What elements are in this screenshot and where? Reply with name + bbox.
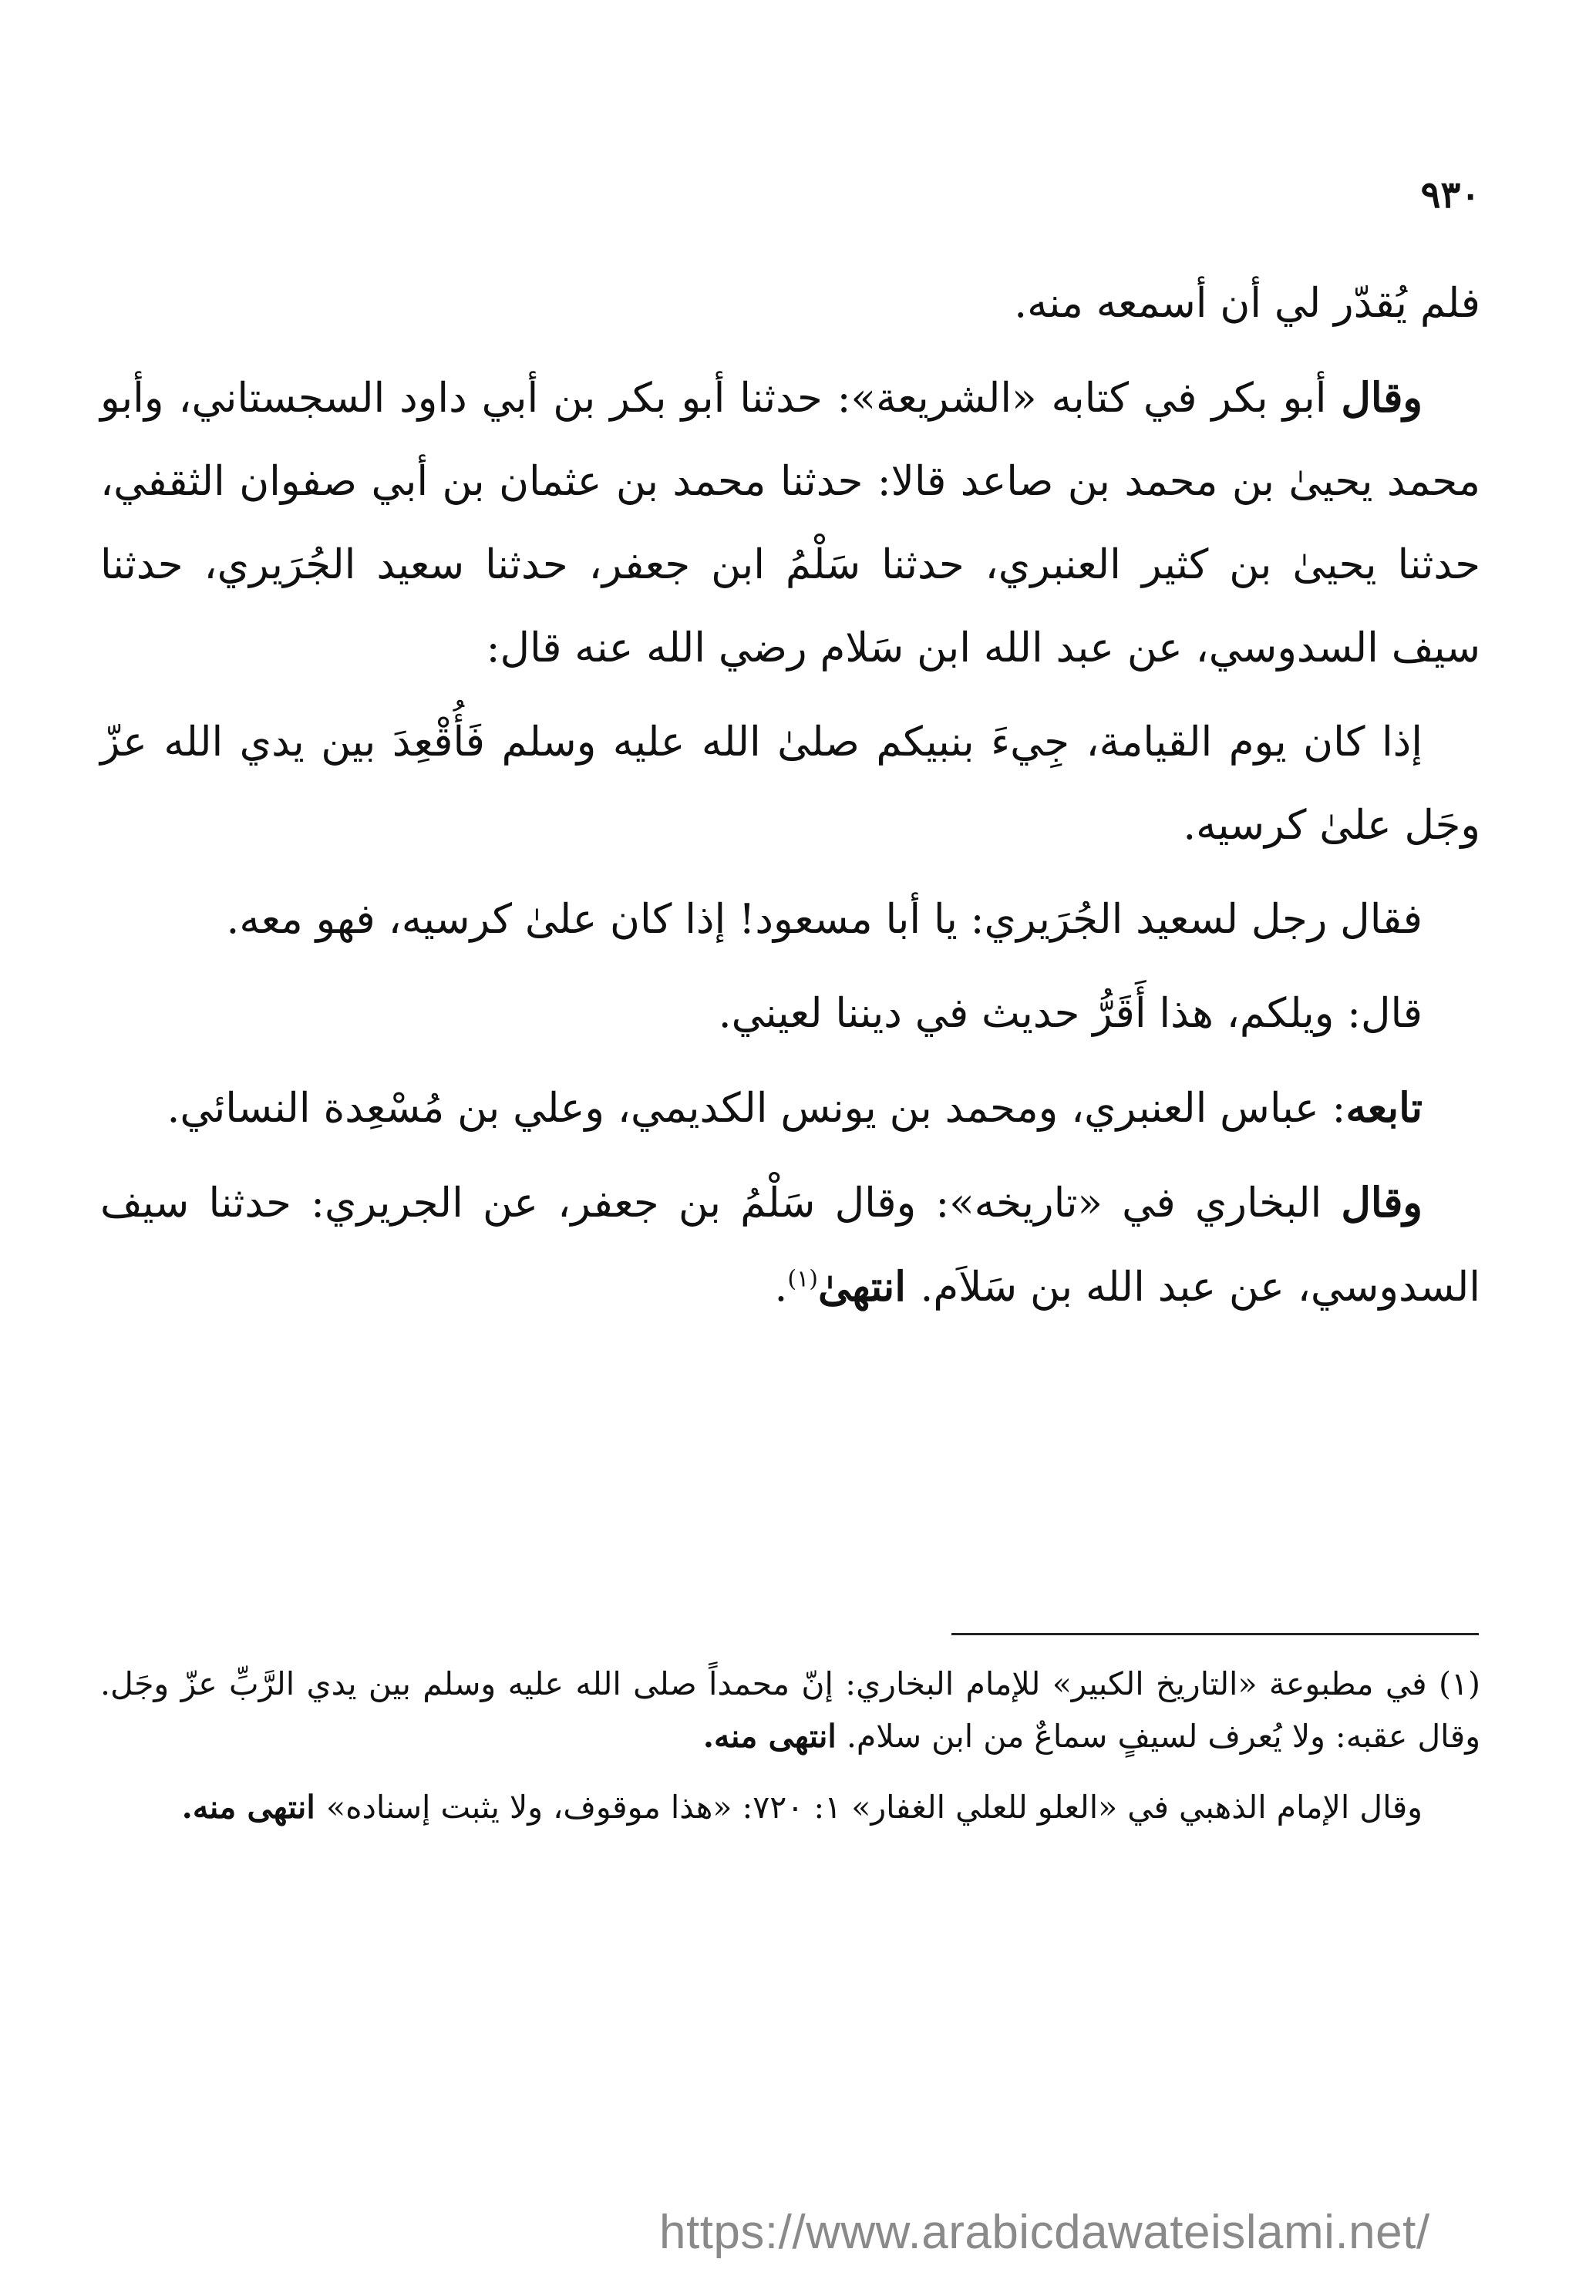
paragraph-5: قال: ويلكم، هذا أَقَرُّ حديث في ديننا لعيني. [718, 990, 1423, 1037]
footnote-1-end: انتهى منه. [702, 1718, 837, 1755]
footnote-2-end: انتهى منه. [181, 1789, 326, 1826]
footnote-1 [100, 1658, 1480, 1762]
footnote-1-text: (١) في مطبوعة «التاريخ الكبير» للإمام البخاري: إنّ محمداً صلى الله عليه وسلم بين يدي الرَّبِّ عزّ وجَل. وقال عقبه: ولا يُعرف لسيفٍ سماعٌ من ابن سلام. [100, 1665, 1480, 1755]
paragraph-7-dot: . [774, 1264, 788, 1311]
paragraph-2 [100, 356, 1480, 690]
page-number: ٩٣٠ [1420, 173, 1480, 217]
footnote-2 [100, 1781, 1480, 1833]
paragraph-6 [100, 1066, 1480, 1150]
watermark-url: https://www.arabicdawateislami.net/ [659, 2206, 1430, 2259]
paragraph-7-end: انتهىٰ [817, 1263, 921, 1311]
paragraph-6-label: تابعه [1345, 1084, 1423, 1132]
footnote-reference: (١) [787, 1265, 818, 1293]
paragraph-7-label: وقال [1341, 1179, 1423, 1227]
paragraph-7 [100, 1161, 1480, 1329]
paragraph-3: إذا كان يوم القيامة، جِيءَ بنبيكم صلىٰ الله عليه وسلم فَأُقْعِدَ بين يدي الله عزّ وجَل علىٰ كرسيه. [100, 719, 1480, 849]
paragraph-7-text: البخاري في «تاريخه»: وقال سَلْمُ بن جعفر، عن الجريري: حدثنا سيف السدوسي، عن عبد الله بن سَلاَم. [100, 1180, 1480, 1311]
paragraph-1: فلم يُقدّر لي أن أسمعه منه. [1014, 280, 1480, 327]
paragraph-2-label: وقال [1341, 374, 1423, 422]
paragraph-2-text: أبو بكر في كتابه «الشريعة»: حدثنا أبو بكر بن أبي داود السجستاني، وأبو محمد يحيىٰ بن محمد بن صاعد قالا: حدثنا محمد بن عثمان بن أبي صفوان الثقفي، حدثنا يحيىٰ بن كثير العنبري، حدثنا سَلْمُ ابن جعفر، حدثنا سعيد الجُرَيري، حدثنا سيف السدوسي، عن عبد الله ابن سَلام رضي الله عنه قال: [100, 375, 1480, 672]
main-text-body [100, 262, 1480, 1340]
footnotes-section [100, 1658, 1480, 1852]
footnote-2-text: وقال الإمام الذهبي في «العلو للعلي الغفار» ١: ٧٢٠: «هذا موقوف، ولا يثبت إسناده» [326, 1789, 1423, 1826]
paragraph-6-text: : عباس العنبري، ومحمد بن يونس الكديمي، وعلي بن مُسْعِدة النسائي. [167, 1085, 1346, 1132]
paragraph-4: فقال رجل لسعيد الجُرَيري: يا أبا مسعود! إذا كان علىٰ كرسيه، فهو معه. [226, 896, 1423, 943]
footnote-separator-line [951, 1633, 1479, 1635]
